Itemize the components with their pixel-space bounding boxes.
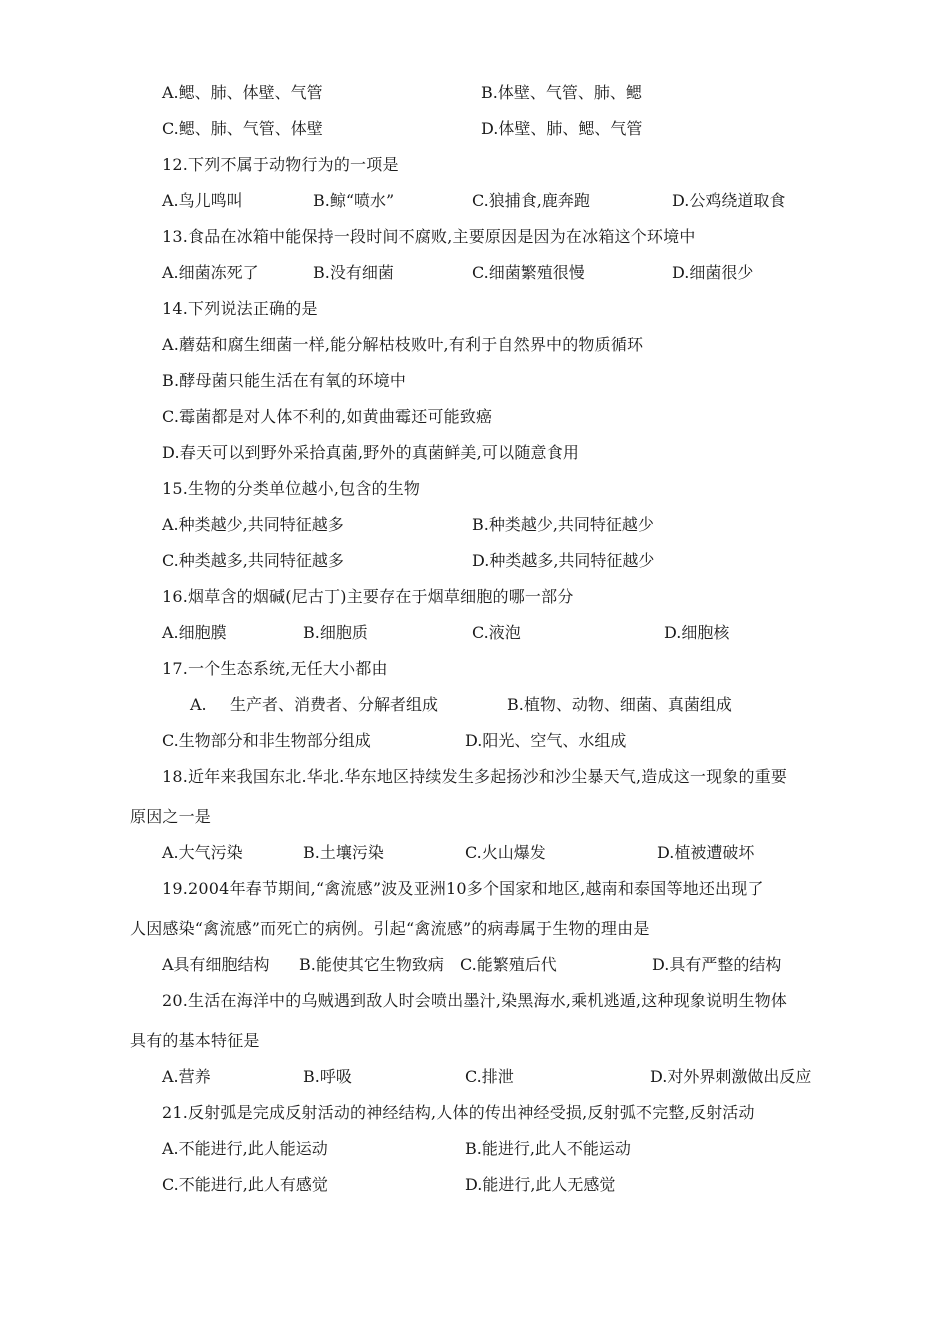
question-14-stem: 14.下列说法正确的是	[162, 299, 318, 318]
question-17-option-d: D.阳光、空气、水组成	[465, 731, 627, 750]
question-21-stem: 21.反射弧是完成反射活动的神经结构,人体的传出神经受损,反射弧不完整,反射活动	[162, 1103, 755, 1122]
option-b: B.体壁、气管、肺、鳃	[481, 83, 642, 102]
question-16-option-c: C.液泡	[472, 623, 521, 642]
question-20-option-d: D.对外界刺激做出反应	[650, 1067, 812, 1086]
question-15-option-b: B.种类越少,共同特征越少	[472, 515, 654, 534]
question-18-stem-continued: 原因之一是	[130, 807, 212, 826]
question-18-option-d: D.植被遭破坏	[657, 843, 755, 862]
question-19-option-a: A具有细胞结构	[162, 955, 270, 974]
question-21-option-c: C.不能进行,此人有感觉	[162, 1175, 328, 1194]
question-18-option-a: A.大气污染	[162, 843, 243, 862]
question-12-option-d: D.公鸡绕道取食	[672, 191, 786, 210]
question-21-option-b: B.能进行,此人不能运动	[465, 1139, 631, 1158]
question-13-option-a: A.细菌冻死了	[162, 263, 259, 282]
question-21-option-d: D.能进行,此人无感觉	[465, 1175, 616, 1194]
question-16-option-b: B.细胞质	[303, 623, 368, 642]
question-17-option-a: 生产者、消费者、分解者组成	[230, 695, 439, 714]
question-16-option-a: A.细胞膜	[162, 623, 227, 642]
question-15-option-a: A.种类越少,共同特征越多	[162, 515, 344, 534]
question-12-option-c: C.狼捕食,鹿奔跑	[472, 191, 590, 210]
question-17-option-c: C.生物部分和非生物部分组成	[162, 731, 371, 750]
question-16-stem: 16.烟草含的烟碱(尼古丁)主要存在于烟草细胞的哪一部分	[162, 587, 574, 606]
question-20-stem-continued: 具有的基本特征是	[130, 1031, 260, 1050]
question-19-option-d: D.具有严整的结构	[652, 955, 782, 974]
question-16-option-d: D.细胞核	[664, 623, 730, 642]
question-13-stem: 13.食品在冰箱中能保持一段时间不腐败,主要原因是因为在冰箱这个环境中	[162, 227, 696, 246]
question-20-stem: 20.生活在海洋中的乌贼遇到敌人时会喷出墨汁,染黑海水,乘机逃遁,这种现象说明生物体	[162, 991, 788, 1010]
question-15-option-c: C.种类越多,共同特征越多	[162, 551, 344, 570]
question-14-option-c: C.霉菌都是对人体不利的,如黄曲霉还可能致癌	[162, 407, 493, 426]
question-21-option-a: A.不能进行,此人能运动	[162, 1139, 328, 1158]
question-13-option-b: B.没有细菌	[313, 263, 394, 282]
option-a: A.鳃、肺、体壁、气管	[162, 83, 323, 102]
question-12-option-b: B.鲸“喷水”	[313, 191, 395, 210]
question-20-option-c: C.排泄	[465, 1067, 514, 1086]
question-15-option-d: D.种类越多,共同特征越少	[472, 551, 655, 570]
question-17-stem: 17.一个生态系统,无任大小都由	[162, 659, 388, 678]
question-19-stem: 19.2004年春节期间,“禽流感”波及亚洲10多个国家和地区,越南和泰国等地还出现了	[162, 879, 764, 898]
question-18-option-c: C.火山爆发	[465, 843, 546, 862]
question-18-stem: 18.近年来我国东北.华北.华东地区持续发生多起扬沙和沙尘暴天气,造成这一现象的重要	[162, 767, 788, 786]
question-13-option-d: D.细菌很少	[672, 263, 754, 282]
option-c: C.鳃、肺、气管、体壁	[162, 119, 323, 138]
question-17-option-b: B.植物、动物、细菌、真菌组成	[507, 695, 732, 714]
question-13-option-c: C.细菌繁殖很慢	[472, 263, 585, 282]
question-15-stem: 15.生物的分类单位越小,包含的生物	[162, 479, 421, 498]
question-19-stem-continued: 人因感染“禽流感”而死亡的病例。引起“禽流感”的病毒属于生物的理由是	[130, 919, 650, 938]
question-14-option-d: D.春天可以到野外采拾真菌,野外的真菌鲜美,可以随意食用	[162, 443, 580, 462]
question-19-option-b: B.能使其它生物致病	[299, 955, 444, 974]
question-12-stem: 12.下列不属于动物行为的一项是	[162, 155, 399, 174]
question-18-option-b: B.土壤污染	[303, 843, 384, 862]
question-19-option-c: C.能繁殖后代	[460, 955, 557, 974]
question-20-option-a: A.营养	[162, 1067, 211, 1086]
question-20-option-b: B.呼吸	[303, 1067, 352, 1086]
question-17-option-a-letter: A.	[190, 695, 207, 714]
option-d: D.体壁、肺、鳃、气管	[481, 119, 643, 138]
question-14-option-a: A.蘑菇和腐生细菌一样,能分解枯枝败叶,有利于自然界中的物质循环	[162, 335, 644, 354]
question-12-option-a: A.鸟儿鸣叫	[162, 191, 243, 210]
question-14-option-b: B.酵母菌只能生活在有氧的环境中	[162, 371, 407, 390]
